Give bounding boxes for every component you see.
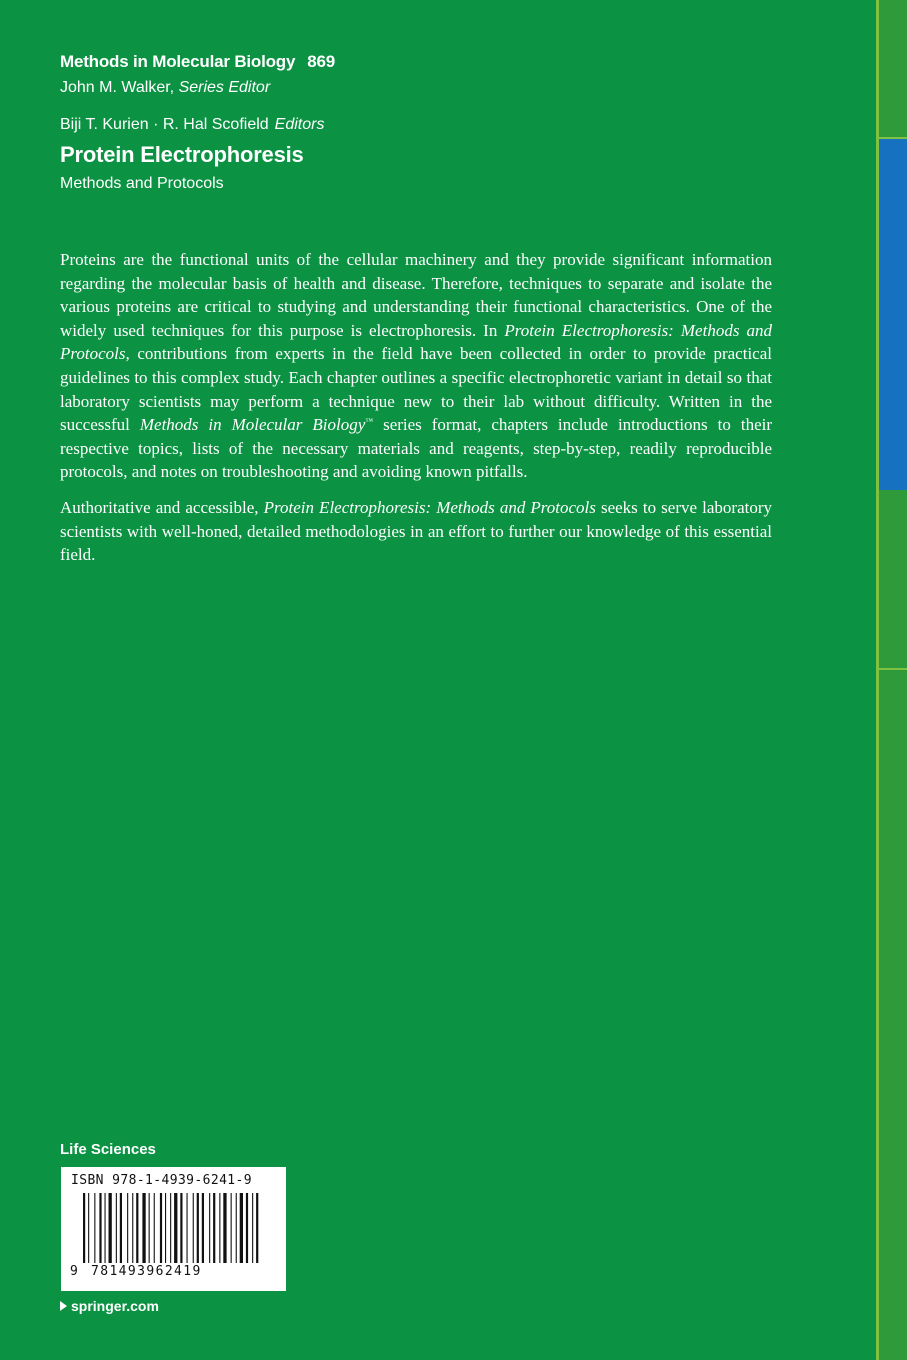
barcode-bar bbox=[223, 1193, 226, 1263]
barcode-first-digit: 9 bbox=[70, 1264, 78, 1279]
barcode-bar bbox=[136, 1193, 138, 1263]
cover-header bbox=[60, 50, 335, 196]
barcode-bar bbox=[240, 1193, 243, 1263]
isbn-barcode bbox=[61, 1167, 286, 1291]
barcode-bar bbox=[165, 1193, 166, 1263]
blurb-paragraph-1: Proteins are the functional units of the cellular machinery and they provide significant information regarding the molecular basis of health and disease. Therefore, techniques to separate and isolate the various proteins are critical to studying and understanding their functional characteristics. One of the widely used techniques for this purpose is electrophoresis. In Protein Electrophoresis: Methods and Protocols, contributions from experts in the field have been collected in order to provide practical guidelines to this complex study. Each chapter outlines a specific electrophoretic variant in detail so that laboratory scientists may perform a technique new to their lab without difficulty. Written in the successful Methods in Molecular Biology™ series format, chapters include introductions to their respective topics, lists of the necessary materials and reagents, step-by-step, readily reproducible protocols, and notes on troubleshooting and avoiding known pitfalls. bbox=[60, 250, 772, 482]
barcode-bar bbox=[160, 1193, 162, 1263]
barcode-bar bbox=[154, 1193, 155, 1263]
barcode-bars bbox=[83, 1193, 263, 1263]
series-name: Methods in Molecular Biology bbox=[60, 52, 296, 71]
series-volume: 869 bbox=[307, 52, 336, 71]
barcode-bar bbox=[116, 1193, 117, 1263]
barcode-bar bbox=[180, 1193, 182, 1263]
barcode-bar bbox=[231, 1193, 232, 1263]
barcode-bar bbox=[99, 1193, 101, 1263]
barcode-bar bbox=[252, 1193, 253, 1263]
barcode-bar bbox=[88, 1193, 89, 1263]
barcode-digits: 781493962419 bbox=[91, 1264, 202, 1279]
website-text[interactable]: springer.com bbox=[71, 1298, 159, 1314]
barcode-bar bbox=[213, 1193, 215, 1263]
barcode-bar bbox=[187, 1193, 188, 1263]
book-title: Protein Electrophoresis bbox=[60, 142, 304, 167]
barcode-bar bbox=[209, 1193, 210, 1263]
spine-blue-band bbox=[879, 138, 907, 490]
barcode-bar bbox=[236, 1193, 237, 1263]
barcode-bar bbox=[170, 1193, 171, 1263]
isbn-label: ISBN 978-1-4939-6241-9 bbox=[71, 1173, 252, 1188]
barcode-bar bbox=[197, 1193, 199, 1263]
spine-divider-upper bbox=[879, 137, 907, 139]
barcode-bar bbox=[256, 1193, 258, 1263]
subject-category: Life Sciences bbox=[60, 1141, 156, 1158]
series-editor-line bbox=[60, 76, 335, 100]
barcode-bar bbox=[127, 1193, 128, 1263]
barcode-bar bbox=[120, 1193, 122, 1263]
series-editor-role: Series Editor bbox=[178, 79, 271, 96]
series-line bbox=[60, 50, 335, 74]
spine-divider-lower bbox=[879, 668, 907, 670]
book-editors-line bbox=[60, 114, 335, 136]
blurb bbox=[60, 248, 772, 579]
barcode-bar bbox=[219, 1193, 220, 1263]
barcode-bar bbox=[109, 1193, 112, 1263]
book-editors-role: Editors bbox=[274, 116, 325, 133]
barcode-bar bbox=[105, 1193, 106, 1263]
barcode-bar bbox=[174, 1193, 177, 1263]
barcode-bar bbox=[132, 1193, 133, 1263]
blurb-paragraph-2: Authoritative and accessible, Protein Electrophoresis: Methods and Protocols seeks to serve laboratory scientists with well-honed, detailed methodologies in an effort to further our knowledge of this essential field. bbox=[60, 497, 772, 565]
barcode-bar bbox=[193, 1193, 194, 1263]
book-subtitle: Methods and Protocols bbox=[60, 175, 224, 192]
book-editors: Biji T. Kurien · R. Hal Scofield bbox=[60, 116, 269, 133]
barcode-bar bbox=[142, 1193, 145, 1263]
arrow-right-icon bbox=[60, 1301, 67, 1311]
barcode-bar bbox=[83, 1193, 85, 1263]
barcode-bar bbox=[246, 1193, 248, 1263]
barcode-bar bbox=[149, 1193, 150, 1263]
series-editor-name: John M. Walker, bbox=[60, 79, 175, 96]
barcode-bar bbox=[94, 1193, 95, 1263]
barcode-bar bbox=[202, 1193, 204, 1263]
website-link[interactable] bbox=[60, 1296, 159, 1316]
